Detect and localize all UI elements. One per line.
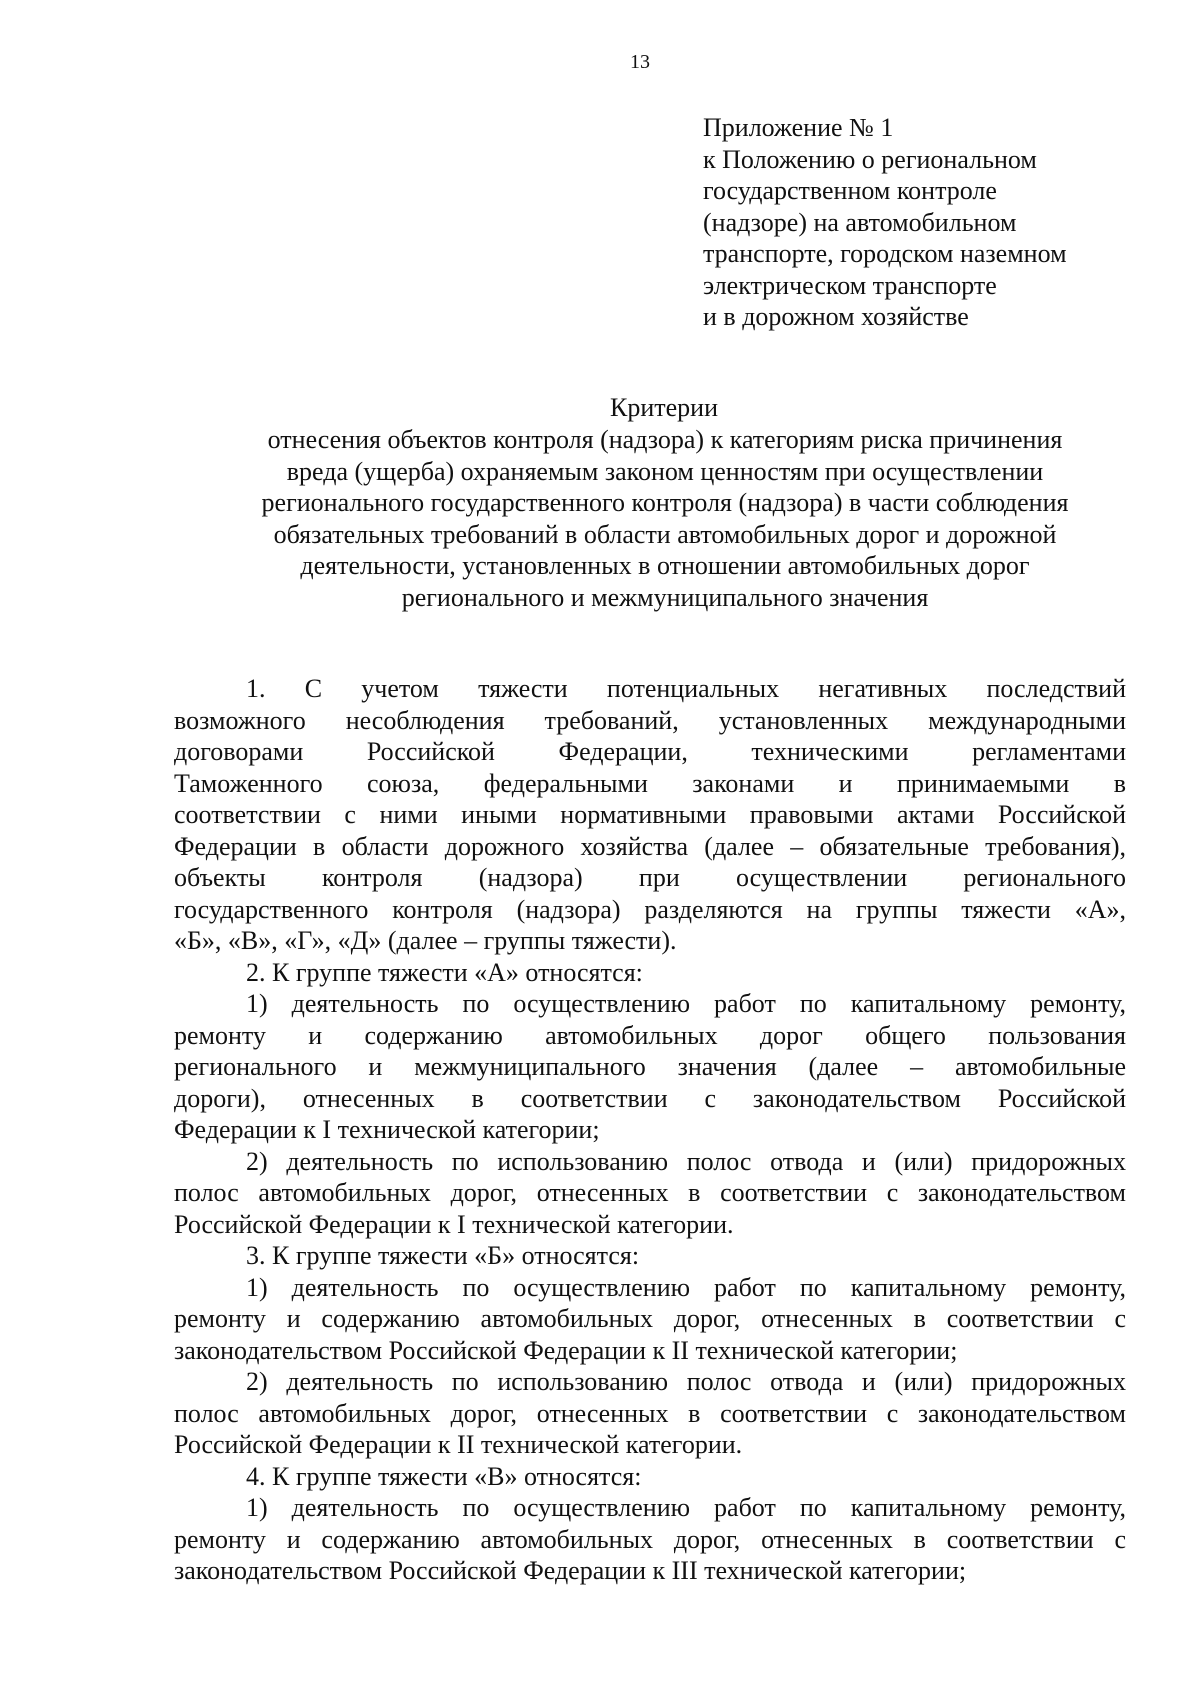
body-line: ремонту и содержанию автомобильных дорог, отнесенных в соответствии с (174, 1304, 1126, 1333)
appendix-line: к Положению о региональном (703, 144, 1037, 174)
document-subtitle (190, 424, 1140, 613)
body-line: возможного несоблюдения требований, установленных международными (174, 705, 1126, 735)
body-line: Таможенного союза, федеральными законами и принимаемыми в (174, 768, 1126, 798)
section-heading: 2. К группе тяжести «А» относятся: (246, 957, 643, 987)
body-line: объекты контроля (надзора) при осуществлении регионального (174, 863, 1126, 892)
body-line: 1) деятельность по осуществлению работ по капитальному ремонту, (246, 989, 1126, 1018)
body-line: Федерации в области дорожного хозяйства (далее – обязательные требования), (174, 831, 1126, 861)
appendix-line: электрическом транспорте (703, 270, 997, 300)
section-heading: 3. К группе тяжести «Б» относятся: (246, 1241, 640, 1270)
body-line: законодательством Российской Федерации к II технической категории; (174, 1335, 958, 1365)
section-heading: 4. К группе тяжести «В» относятся: (246, 1461, 642, 1491)
body-line: договорами Российской Федерации, техническими регламентами (174, 737, 1126, 766)
body-line: Российской Федерации к I технической категории. (174, 1209, 734, 1239)
subtitle-line: отнесения объектов контроля (надзора) к категориям риска причинения (267, 425, 1063, 454)
subtitle-line: обязательных требований в области автомобильных дорог и дорожной (273, 519, 1057, 549)
body-line: «Б», «В», «Г», «Д» (далее – группы тяжести). (174, 926, 677, 955)
document-title: Критерии (610, 393, 718, 422)
body-line: Российской Федерации к II технической категории. (174, 1430, 743, 1459)
body-line: ремонту и содержанию автомобильных дорог общего пользования (174, 1020, 1126, 1050)
body-line: ремонту и содержанию автомобильных дорог, отнесенных в соответствии с (174, 1524, 1126, 1554)
appendix-line: (надзоре) на автомобильном (703, 207, 1017, 237)
body-text (174, 673, 1126, 1587)
body-line: 2) деятельность по использованию полос отвода и (или) придорожных (246, 1146, 1126, 1176)
subtitle-line: вреда (ущерба) охраняемым законом ценностям при осуществлении (286, 456, 1044, 486)
body-line: государственного контроля (надзора) разделяются на группы тяжести «А», (174, 894, 1126, 924)
body-line: дороги), отнесенных в соответствии с законодательством Российской (174, 1083, 1126, 1113)
body-line: Федерации к I технической категории; (174, 1115, 600, 1144)
body-line: полос автомобильных дорог, отнесенных в соответствии с законодательством (174, 1398, 1126, 1428)
subtitle-line: регионального и межмуниципального значения (401, 582, 929, 612)
body-line: 1) деятельность по осуществлению работ по капитальному ремонту, (246, 1272, 1126, 1302)
subtitle-line: регионального государственного контроля (надзора) в части соблюдения (261, 488, 1069, 517)
body-line: 2) деятельность по использованию полос отвода и (или) придорожных (246, 1367, 1126, 1396)
body-line: законодательством Российской Федерации к III технической категории; (174, 1556, 967, 1585)
subtitle-line: деятельности, установленных в отношении автомобильных дорог (300, 551, 1030, 580)
appendix-block (703, 112, 1173, 333)
appendix-line: Приложение № 1 (703, 113, 894, 142)
appendix-line: транспорте, городском наземном (703, 239, 1067, 268)
page-number: 13 (630, 51, 650, 73)
scan-artifact (520, 1632, 521, 1644)
body-line: соответствии с ними иными нормативными правовыми актами Российской (174, 800, 1126, 829)
appendix-line: и в дорожном хозяйстве (703, 302, 969, 331)
body-line: 1) деятельность по осуществлению работ по капитальному ремонту, (246, 1493, 1126, 1522)
body-line: 1. С учетом тяжести потенциальных негативных последствий (246, 674, 1126, 703)
body-line: регионального и межмуниципального значения (далее – автомобильные (174, 1052, 1126, 1081)
appendix-line: государственном контроле (703, 176, 997, 205)
body-line: полос автомобильных дорог, отнесенных в соответствии с законодательством (174, 1178, 1126, 1207)
